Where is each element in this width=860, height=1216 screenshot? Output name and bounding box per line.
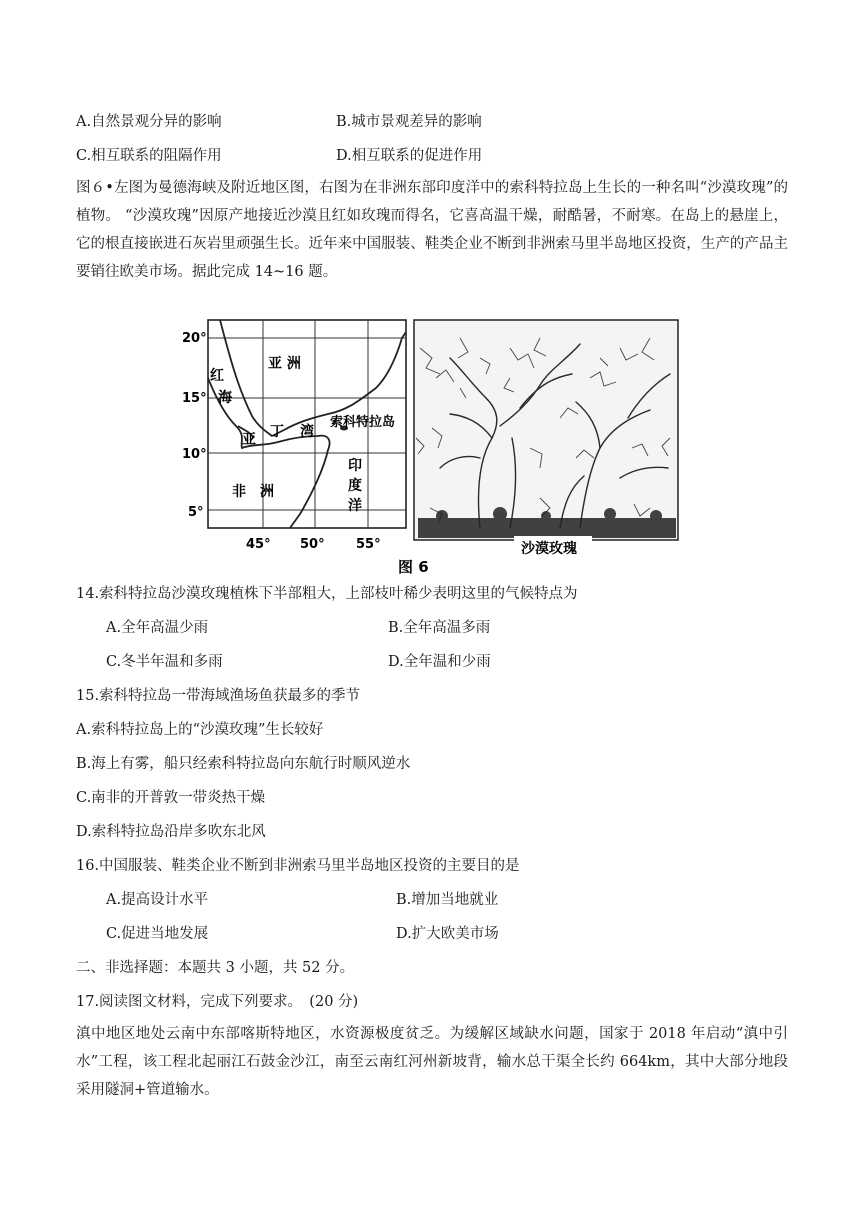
label-red-sea-2: 海 <box>218 390 232 406</box>
q13-option-c: C.相互联系的阻隔作用 <box>76 148 222 164</box>
q14-option-d: D.全年温和少雨 <box>388 654 491 670</box>
section-2-heading: 二、非选择题：本题共 3 小题，共 52 分。 <box>76 960 355 976</box>
q16-option-b: B.增加当地就业 <box>396 892 499 908</box>
label-ocean-3: 洋 <box>348 498 362 514</box>
lon-label-45: 45° <box>246 537 271 552</box>
figure-intro-paragraph: 图６•左图为曼德海峡及附近地区图，右图为在非洲东部印度洋中的索科特拉岛上生长的一种名叫“沙漠玫瑰”的植物。 “沙漠玫瑰”因原产地接近沙漠且红如玫瑰而得名，它喜高温干燥，耐酷暑，不耐寒。在岛上的悬崖上，它的根直接嵌进石灰岩里顽强生长。近年来中国服装、鞋类企业不断到非洲索马里半岛地区投资，生产的产品主要销往欧美市场。据此完成 14~16 题。 <box>76 180 788 280</box>
label-gulf-3: 湾 <box>300 424 314 440</box>
lat-label-5: 5° <box>188 505 204 520</box>
label-africa: 非 洲 <box>232 484 274 500</box>
q16-stem: 16.中国服装、鞋类企业不断到非洲索马里半岛地区投资的主要目的是 <box>76 858 520 874</box>
q13-option-b: B.城市景观差异的影响 <box>336 114 482 130</box>
q14-option-b: B.全年高温多雨 <box>388 620 491 636</box>
label-gulf-2: 丁 <box>270 424 284 440</box>
figure-6-svg <box>180 318 680 576</box>
q13-option-a: A.自然景观分异的影响 <box>76 114 222 130</box>
label-gulf-1: 亚 <box>242 432 256 448</box>
lat-label-20: 20° <box>182 331 207 346</box>
lon-label-50: 50° <box>300 537 325 552</box>
q17-material: 滇中地区地处云南中东部喀斯特地区，水资源极度贫乏。为缓解区域缺水问题，国家于 2018 年启动“滇中引水”工程，该工程北起丽江石鼓金沙江，南至云南红河州新坡背，输水总干渠全长约 664km，其中大部分地段采用隧洞+管道输水。 <box>76 1026 788 1098</box>
q14-option-c: C.冬半年温和多雨 <box>106 654 223 670</box>
label-asia: 亚 洲 <box>268 356 301 372</box>
q16-option-c: C.促进当地发展 <box>106 926 209 942</box>
label-red-sea-1: 红 <box>210 368 224 384</box>
q15-option-a: A.索科特拉岛上的“沙漠玫瑰”生长较好 <box>76 722 324 738</box>
q16-option-d: D.扩大欧美市场 <box>396 926 499 942</box>
q15-option-d: D.索科特拉岛沿岸多吹东北风 <box>76 824 266 840</box>
label-ocean-2: 度 <box>348 478 362 494</box>
lon-label-55: 55° <box>356 537 381 552</box>
q15-stem: 15.索科特拉岛一带海域渔场鱼获最多的季节 <box>76 688 361 704</box>
q15-option-b: B.海上有雾，船只经索科特拉岛向东航行时顺风逆水 <box>76 756 411 772</box>
q17-stem: 17.阅读图文材料，完成下列要求。 (20 分) <box>76 994 359 1010</box>
q14-stem: 14.索科特拉岛沙漠玫瑰植株下半部粗大，上部枝叶稀少表明这里的气候特点为 <box>76 586 578 602</box>
q15-option-c: C.南非的开普敦一带炎热干燥 <box>76 790 266 806</box>
lat-label-10: 10° <box>182 447 207 462</box>
q14-option-a: A.全年高温少雨 <box>106 620 209 636</box>
figure-caption: 图 6 <box>398 558 429 576</box>
lat-label-15: 15° <box>182 391 207 406</box>
q16-option-a: A.提高设计水平 <box>106 892 209 908</box>
figure-6 <box>180 318 680 576</box>
q13-option-d: D.相互联系的促进作用 <box>336 148 483 164</box>
label-socotra-island: 索科特拉岛 <box>330 415 396 430</box>
photo-label: 沙漠玫瑰 <box>521 541 577 557</box>
label-ocean-1: 印 <box>348 458 362 474</box>
desert-rose-photo <box>414 320 678 558</box>
